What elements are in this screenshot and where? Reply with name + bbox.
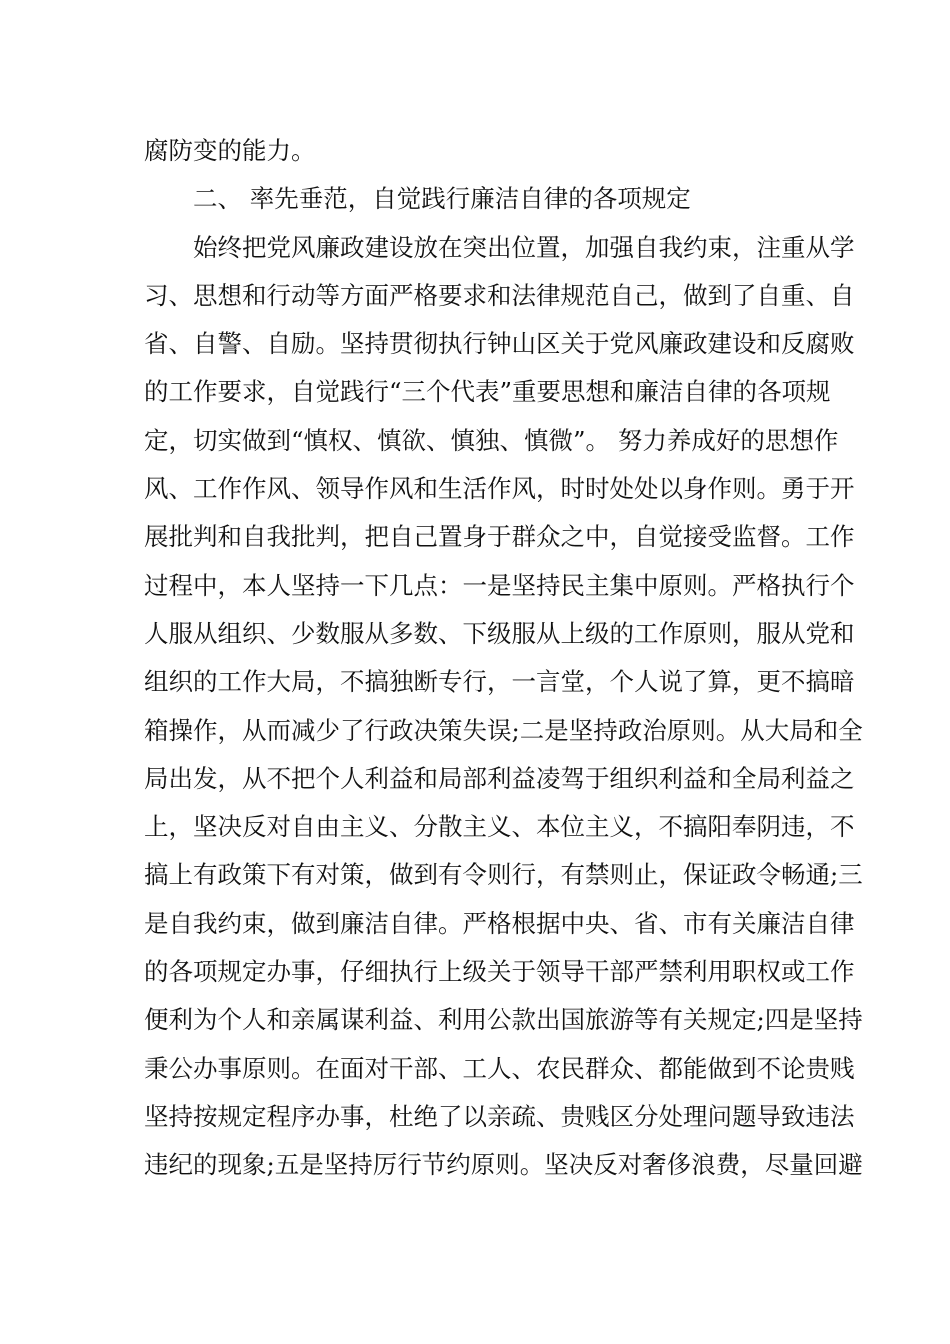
text-line: 坚持按规定程序办事，杜绝了以亲疏、贵贱区分处理问题导致违法 [144,1101,855,1131]
text-line: 腐防变的能力。 [144,136,316,165]
section-heading: 二、 率先垂范，自觉践行廉洁自律的各项规定 [193,184,691,214]
text-line: 过程中，本人坚持一下几点：一是坚持民主集中原则。严格执行个 [144,570,855,600]
text-line: 局出发，从不把个人利益和局部利益凌驾于组织利益和全局利益之 [144,763,855,793]
text-line: 是自我约束，做到廉洁自律。严格根据中央、省、市有关廉洁自律 [144,908,855,938]
text-line: 省、自警、自励。坚持贯彻执行钟山区关于党风廉政建设和反腐败 [144,329,855,359]
text-line: 箱操作，从而减少了行政决策失误;二是坚持政治原则。从大局和全 [144,715,863,745]
text-line: 秉公办事原则。在面对干部、工人、农民群众、都能做到不论贵贱 [144,1053,855,1083]
text-line: 上，坚决反对自由主义、分散主义、本位主义，不搞阳奉阴违，不 [144,812,855,842]
text-line: 搞上有政策下有对策，做到有令则行，有禁则止，保证政令畅通;三 [144,860,863,890]
text-line: 习、思想和行动等方面严格要求和法律规范自己，做到了自重、自 [144,280,855,310]
text-line: 的各项规定办事，仔细执行上级关于领导干部严禁利用职权或工作 [144,957,855,987]
text-line: 违纪的现象;五是坚持厉行节约原则。坚决反对奢侈浪费，尽量回避 [144,1150,863,1180]
text-line: 展批判和自我批判，把自己置身于群众之中，自觉接受监督。工作 [144,522,855,552]
text-line: 始终把党风廉政建设放在突出位置，加强自我约束，注重从学 [193,232,855,262]
body-text [144,127,863,1190]
text-line: 便利为个人和亲属谋利益、利用公款出国旅游等有关规定;四是坚持 [144,1005,863,1035]
text-line: 风、工作作风、领导作风和生活作风，时时处处以身作则。勇于开 [144,474,855,504]
text-line: 人服从组织、少数服从多数、下级服从上级的工作原则，服从党和 [144,618,855,648]
text-line: 组织的工作大局，不搞独断专行，一言堂，个人说了算，更不搞暗 [144,667,855,697]
text-line: 的工作要求，自觉践行“三个代表”重要思想和廉洁自律的各项规 [144,377,831,407]
text-line: 定，切实做到“慎权、慎欲、慎独、慎微”。 努力养成好的思想作 [144,425,839,455]
